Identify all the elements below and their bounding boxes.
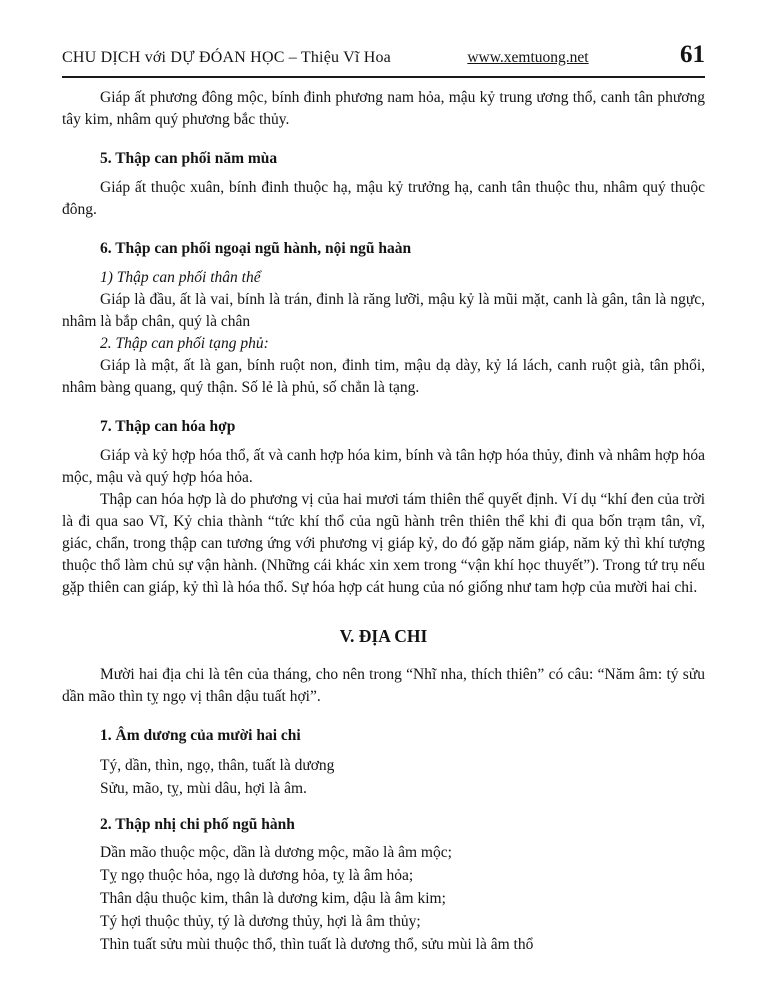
list-item: Tý, dần, thìn, ngọ, thân, tuất là dương (100, 757, 335, 774)
book-title: CHU DỊCH với DỰ ĐÓAN HỌC – Thiệu Vĩ Hoa (62, 49, 391, 66)
list-item: Tý hợi thuộc thủy, tý là dương thủy, hợi là âm thủy; (100, 913, 421, 930)
list-item: Tỵ ngọ thuộc hỏa, ngọ là dương hỏa, tỵ là âm hỏa; (100, 867, 414, 884)
website-url: www.xemtuong.net (467, 49, 589, 66)
subheading-6-2: 2. Thập can phối tạng phủ: (100, 335, 269, 352)
heading-am-duong-chi: 1. Âm dương của mười hai chi (100, 727, 301, 744)
paragraph-intro: Giáp ất phương đông mộc, bính đinh phương nam hỏa, mậu kỷ trung ương thổ, canh tân phương tây kim, nhâm quý phương bắc thủy. (62, 89, 705, 128)
list-item: Thân dậu thuộc kim, thân là dương kim, dậu là âm kim; (100, 890, 446, 907)
heading-dia-chi: V. ĐỊA CHI (339, 626, 428, 646)
page-number: 61 (679, 41, 705, 68)
page-header (62, 41, 705, 69)
list-item: Dần mão thuộc mộc, dần là dương mộc, mão là âm mộc; (100, 844, 452, 861)
paragraph-7-1: Giáp và kỷ hợp hóa thổ, ất và canh hợp hóa kim, bính và tân hợp hóa thủy, đinh và nhâm hợp hóa mộc, mậu và quý hợp hóa hỏa. (62, 447, 705, 486)
header-rule (62, 76, 705, 78)
paragraph-dia-chi-intro: Mười hai địa chi là tên của tháng, cho nên trong “Nhĩ nha, thích thiên” có câu: “Năm âm: tý sửu dần mão thìn tỵ ngọ vị thân dậu tuất hợi”. (62, 666, 705, 705)
paragraph-section-5: Giáp ất thuộc xuân, bính đinh thuộc hạ, mậu kỷ trưởng hạ, canh tân thuộc thu, nhâm quý thuộc đông. (62, 179, 705, 218)
list-item: Sửu, mão, tỵ, mùi dâu, hợi là âm. (100, 780, 307, 797)
heading-section-6: 6. Thập can phối ngoại ngũ hành, nội ngũ haàn (100, 240, 412, 257)
paragraph-6-1: Giáp là đầu, ất là vai, bính là trán, đinh là răng lưỡi, mậu kỷ là mũi mặt, canh là gân, tân là ngực, nhâm là bắp chân, quý là chân (62, 291, 705, 330)
list-item: Thìn tuất sửu mùi thuộc thổ, thìn tuất là dương thổ, sửu mùi là âm thổ (100, 936, 534, 953)
list-am-duong (100, 754, 705, 800)
heading-thap-nhi-chi: 2. Thập nhị chi phố ngũ hành (100, 816, 295, 833)
paragraph-6-2: Giáp là mật, ất là gan, bính ruột non, đinh tim, mậu dạ dày, kỷ lá lách, canh ruột già, tân phổi, nhâm bàng quang, quý thận. Số lẻ là phủ, số chẳn là tạng. (62, 357, 705, 396)
list-ngu-hanh (100, 841, 705, 956)
heading-section-5: 5. Thập can phối năm mùa (100, 150, 278, 167)
heading-section-7: 7. Thập can hóa hợp (100, 418, 236, 435)
paragraph-7-2: Thập can hóa hợp là do phương vị của hai mươi tám thiên thể quyết định. Ví dụ “khí đen của trời là đi qua sao Vĩ, Kỷ chia thành “tức khí thổ của ngũ hành trên thiên thể khi đi qua bốn trạm tân, vĩ, giác, chẩn, trong thập can tương ứng với phương vị giáp kỷ, do đó gặp năm giáp, năm kỷ thì khí tượng thuộc thổ làm chủ sự vận hành. (Những cái khác xin xem trong “vận khí học thuyết”). Trong tứ trụ nếu gặp thiên can giáp, kỷ thì là hóa thổ. Sự hóa hợp cát hung của nó giống như tam hợp của mười hai chi. (62, 491, 705, 596)
subheading-6-1: 1) Thập can phối thân thể (100, 269, 261, 286)
